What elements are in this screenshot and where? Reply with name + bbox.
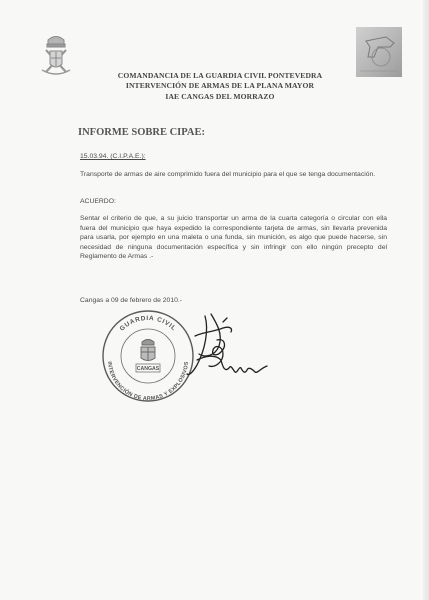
letterhead-line-3: IAE CANGAS DEL MORRAZO: [165, 91, 275, 101]
body-paragraph: Sentar el criterio de que, a su juicio transportar un arma de la cuarta categoría o circular con ella fuera del municipio que haya expedido la correspondiente tarjeta de armas, sin llevarla prevenida para usarla, por ejemplo en una maleta o una funda, sin munición, es algo que puede hacerse, sin necesidad de ninguna documentación específica y sin infringir con ello ningún precepto del Reglamento de Armas .-: [80, 215, 387, 260]
report-title: INFORME SOBRE CIPAE:: [78, 127, 205, 138]
letterhead-line-2: INTERVENCIÓN DE ARMAS DE LA PLANA MAYOR: [125, 81, 315, 91]
guardia-civil-crest-icon: [38, 32, 74, 78]
stamp-bottom-text: INTERVENCIÓN DE ARMAS Y EXPLOSIVOS: [106, 361, 191, 403]
intro-paragraph: Transporte de armas de aire comprimido fuera del municipio para el que se tenga documentación.: [80, 171, 376, 178]
svg-text:GUARDIA CIVIL: [119, 315, 178, 333]
emblem-seal-icon: [356, 27, 402, 77]
stamp-top-text: GUARDIA CIVIL: [118, 314, 178, 333]
letterhead: [70, 71, 370, 102]
scan-edge: [423, 0, 429, 600]
dateline: Cangas a 09 de febrero de 2010.-: [80, 297, 183, 304]
acuerdo-label: ACUERDO:: [80, 198, 116, 205]
stamp-crest-icon: [141, 340, 155, 361]
letterhead-line-1: COMANDANCIA DE LA GUARDIA CIVIL PONTEVEDRA: [117, 71, 323, 80]
stamp-center-text: CANGAS: [136, 366, 160, 372]
handwritten-signature: [175, 310, 275, 388]
reference-date: 15.03.94. (C.I.P.A.E.):: [80, 153, 146, 160]
